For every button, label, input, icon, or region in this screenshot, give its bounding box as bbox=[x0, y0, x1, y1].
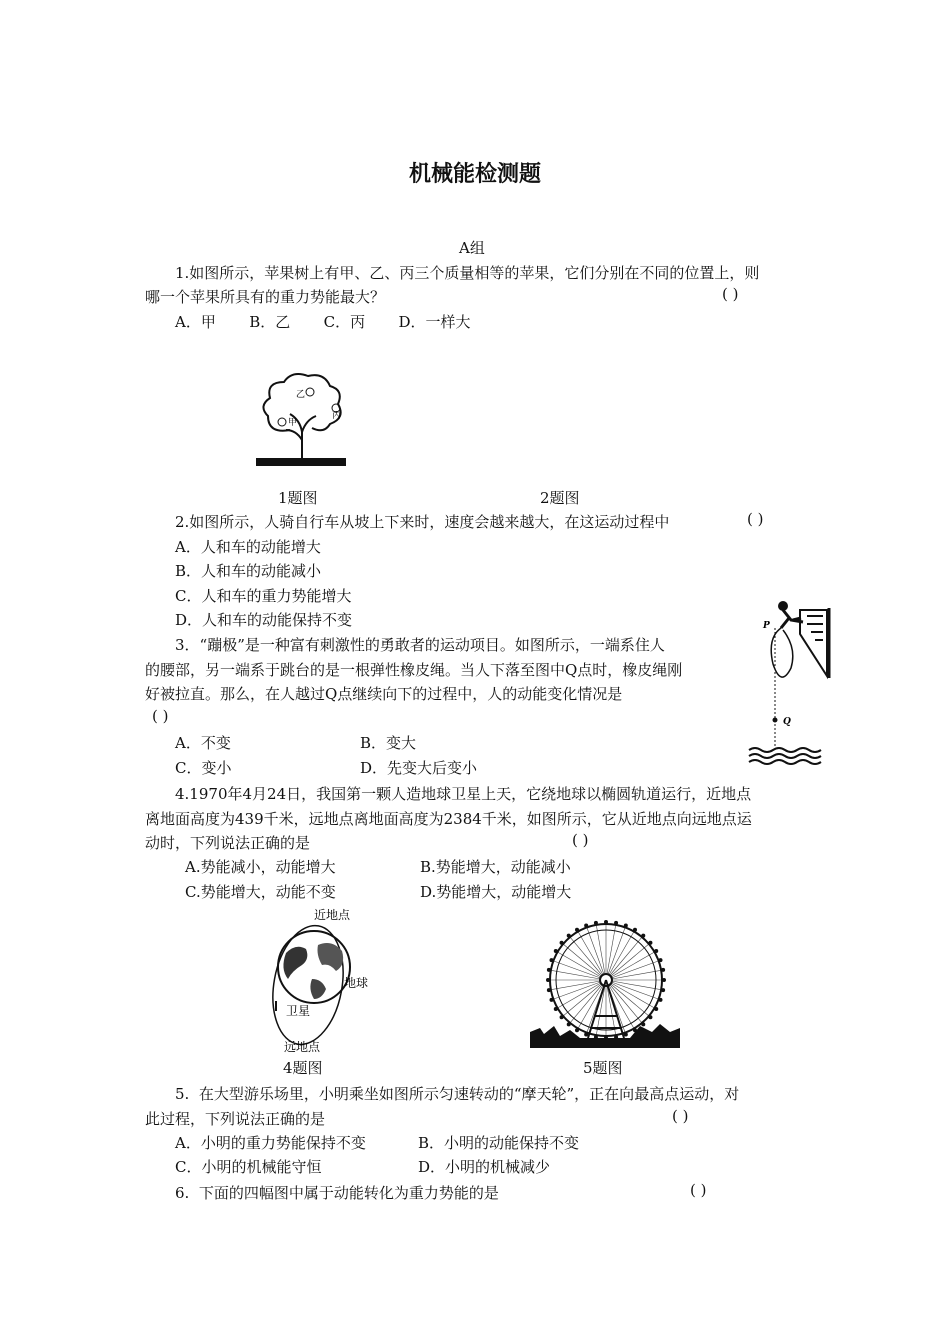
q3-option-a: A．不变 bbox=[175, 734, 231, 752]
fig4-caption: 4题图 bbox=[283, 1059, 323, 1077]
orbit-label-far: 远地点 bbox=[284, 1040, 321, 1054]
q5-option-a: A．小明的重力势能保持不变 bbox=[175, 1134, 366, 1152]
q2-option-d: D．人和车的动能保持不变 bbox=[175, 611, 353, 629]
q3-option-d: D．先变大后变小 bbox=[360, 759, 478, 777]
q3-answer-paren: ( ) bbox=[152, 707, 169, 725]
orbit-label-near: 近地点 bbox=[314, 908, 351, 922]
apple-tree-figure bbox=[252, 370, 347, 470]
q4-option-a: A.势能减小，动能增大 bbox=[185, 858, 336, 876]
q2-option-c: C．人和车的重力势能增大 bbox=[175, 587, 352, 605]
fig2-caption: 2题图 bbox=[540, 489, 580, 507]
q1-stem-line2: 哪一个苹果所具有的重力势能最大？ bbox=[145, 288, 386, 306]
q4-stem-line2: 离地面高度为439千米，远地点离地面高度为2384千米，如图所示，它从近地点向远地点运 bbox=[145, 810, 752, 828]
apple-label-yi: 乙 bbox=[296, 390, 306, 400]
q3-stem-line1: 3．“蹦极”是一种富有刺激性的勇敢者的运动项目。如图所示，一端系住人 bbox=[175, 636, 665, 654]
q5-option-d: D．小明的机械减少 bbox=[418, 1158, 551, 1176]
q4-option-c: C.势能增大，动能不变 bbox=[185, 883, 336, 901]
q2-stem: 2.如图所示，人骑自行车从坡上下来时，速度会越来越大，在这运动过程中 bbox=[175, 513, 670, 531]
orbit-label-sat: 卫星 bbox=[286, 1004, 311, 1018]
bungee-point-p: P bbox=[763, 621, 770, 631]
apple-label-bing: 丙 bbox=[332, 411, 342, 421]
page-title: 机械能检测题 bbox=[408, 162, 541, 187]
orbit-label-earth: 地球 bbox=[344, 976, 369, 990]
q4-stem-line3: 动时，下列说法正确的是 bbox=[145, 834, 311, 852]
q2-option-a: A．人和车的动能增大 bbox=[175, 538, 321, 556]
q6-answer-paren: ( ) bbox=[690, 1181, 707, 1199]
q5-answer-paren: ( ) bbox=[672, 1107, 689, 1125]
q3-option-c: C．变小 bbox=[175, 759, 232, 777]
q1-answer-paren: ( ) bbox=[722, 285, 739, 303]
q2-option-b: B．人和车的动能减小 bbox=[175, 562, 322, 580]
q3-stem-line2: 的腰部，另一端系于跳台的是一根弹性橡皮绳。当人下落至图中Q点时，橡皮绳刚 bbox=[145, 661, 683, 679]
group-heading: A组 bbox=[459, 239, 485, 257]
fig5-caption: 5题图 bbox=[583, 1059, 623, 1077]
q6-stem: 6. 下面的四幅图中属于动能转化为重力势能的是 bbox=[175, 1184, 499, 1202]
q5-option-c: C．小明的机械能守恒 bbox=[175, 1158, 322, 1176]
q4-answer-paren: ( ) bbox=[572, 831, 589, 849]
bungee-point-q: Q bbox=[783, 717, 791, 727]
apple-label-jia: 甲 bbox=[288, 418, 298, 428]
fig1-caption: 1题图 bbox=[278, 489, 318, 507]
ferris-wheel-figure bbox=[530, 920, 680, 1050]
q2-answer-paren: ( ) bbox=[747, 510, 764, 528]
bungee-figure bbox=[745, 598, 835, 770]
q4-stem-line1: 4.1970年4月24日，我国第一颗人造地球卫星上天，它绕地球以椭圆轨道运行，近地点 bbox=[175, 785, 752, 803]
q1-options: A．甲 B．乙 C．丙 D．一样大 bbox=[175, 313, 471, 331]
q4-option-d: D.势能增大，动能增大 bbox=[420, 883, 572, 901]
q5-stem-line2: 此过程，下列说法正确的是 bbox=[145, 1110, 326, 1128]
q5-option-b: B．小明的动能保持不变 bbox=[418, 1134, 580, 1152]
q3-option-b: B．变大 bbox=[360, 734, 417, 752]
q4-option-b: B.势能增大，动能减小 bbox=[420, 858, 571, 876]
q1-stem-line1: 1.如图所示，苹果树上有甲、乙、丙三个质量相等的苹果，它们分别在不同的位置上，则 bbox=[175, 264, 760, 282]
q3-stem-line3: 好被拉直。那么，在人越过Q点继续向下的过程中，人的动能变化情况是 bbox=[145, 685, 623, 703]
satellite-orbit-figure bbox=[262, 905, 392, 1055]
q5-stem-line1: 5. 在大型游乐场里，小明乘坐如图所示匀速转动的“摩天轮”，正在向最高点运动，对 bbox=[175, 1085, 740, 1103]
